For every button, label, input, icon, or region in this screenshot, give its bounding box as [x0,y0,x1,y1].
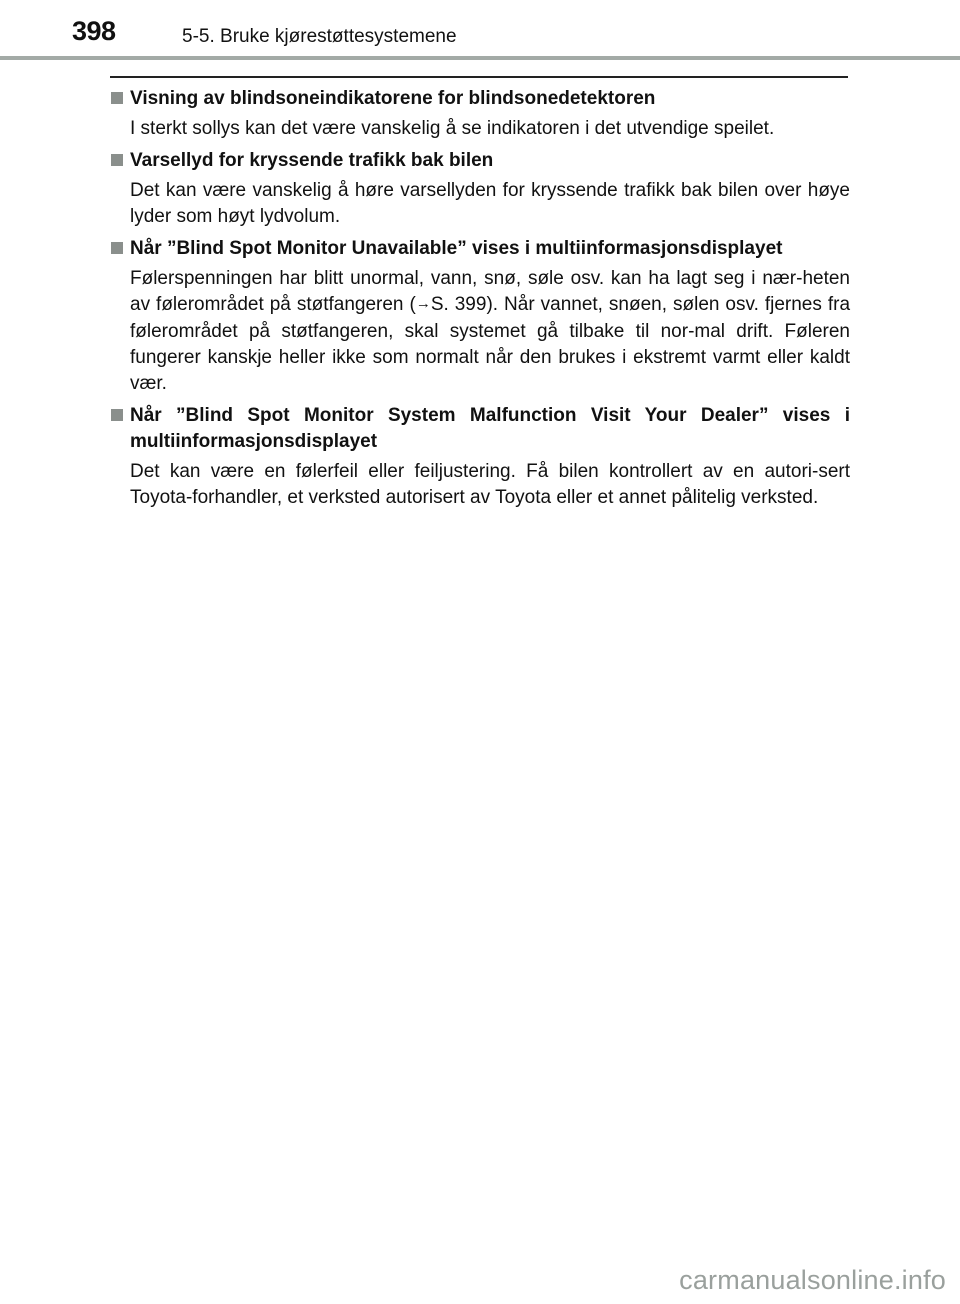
section-monitor-unavailable [110,236,850,397]
square-bullet-icon [111,242,123,254]
section-body [110,266,850,397]
section-heading-text: Når ”Blind Spot Monitor System Malfunction Visit Your Dealer” vises i multiinformasjonsdisplayet [130,405,850,452]
section-heading-text: Visning av blindsoneindikatorene for blindsonedetektoren [130,88,656,109]
section-heading-text: Varsellyd for kryssende trafikk bak bilen [130,150,494,171]
content-divider [110,76,848,78]
square-bullet-icon [111,92,123,104]
section-heading [110,86,850,112]
page-header [0,0,960,62]
page-content [110,86,850,517]
section-heading-text: Når ”Blind Spot Monitor Unavailable” vises i multiinformasjonsdisplayet [130,238,783,259]
square-bullet-icon [111,154,123,166]
section-body: Det kan være vanskelig å høre varsellyden for kryssende trafikk bak bilen over høye lyder som høyt lydvolum. [130,180,850,227]
section-heading [110,403,850,455]
header-rule [0,56,960,60]
square-bullet-icon [111,409,123,421]
section-heading [110,148,850,174]
section-body: I sterkt sollys kan det være vanskelig å se indikatoren i det utvendige speilet. [130,118,775,139]
section-body: Det kan være en følerfeil eller feiljustering. Få bilen kontrollert av en autori-sert Toyota-forhandler, et verksted autorisert av Toyota eller et annet pålitelig verksted. [130,461,850,508]
body-text: ). Når vannet, snøen, sølen osv. fjernes fra følerområdet på støtfangeren, skal systemet gå tilbake til nor-mal drift. Føleren fungerer kanskje heller ikke som normalt når den brukes i ekstremt varmt eller kaldt vær. [130,294,851,394]
watermark: carmanualsonline.info [679,1265,946,1295]
section-system-malfunction [110,403,850,511]
section-heading [110,236,850,262]
page-number: 398 [72,16,116,46]
section-rear-cross-traffic-sound [110,148,850,230]
chapter-title: 5-5. Bruke kjørestøttesystemene [182,26,457,47]
page-reference-link[interactable]: S. 399 [430,294,487,315]
section-blind-spot-indicators [110,86,850,142]
body-text: Følerspenningen har blitt unormal, vann, snø, søle osv. kan ha lagt seg i nær-heten av følerområdet på støtfangeren ( [130,268,850,315]
arrow-right-icon: → [415,295,431,312]
